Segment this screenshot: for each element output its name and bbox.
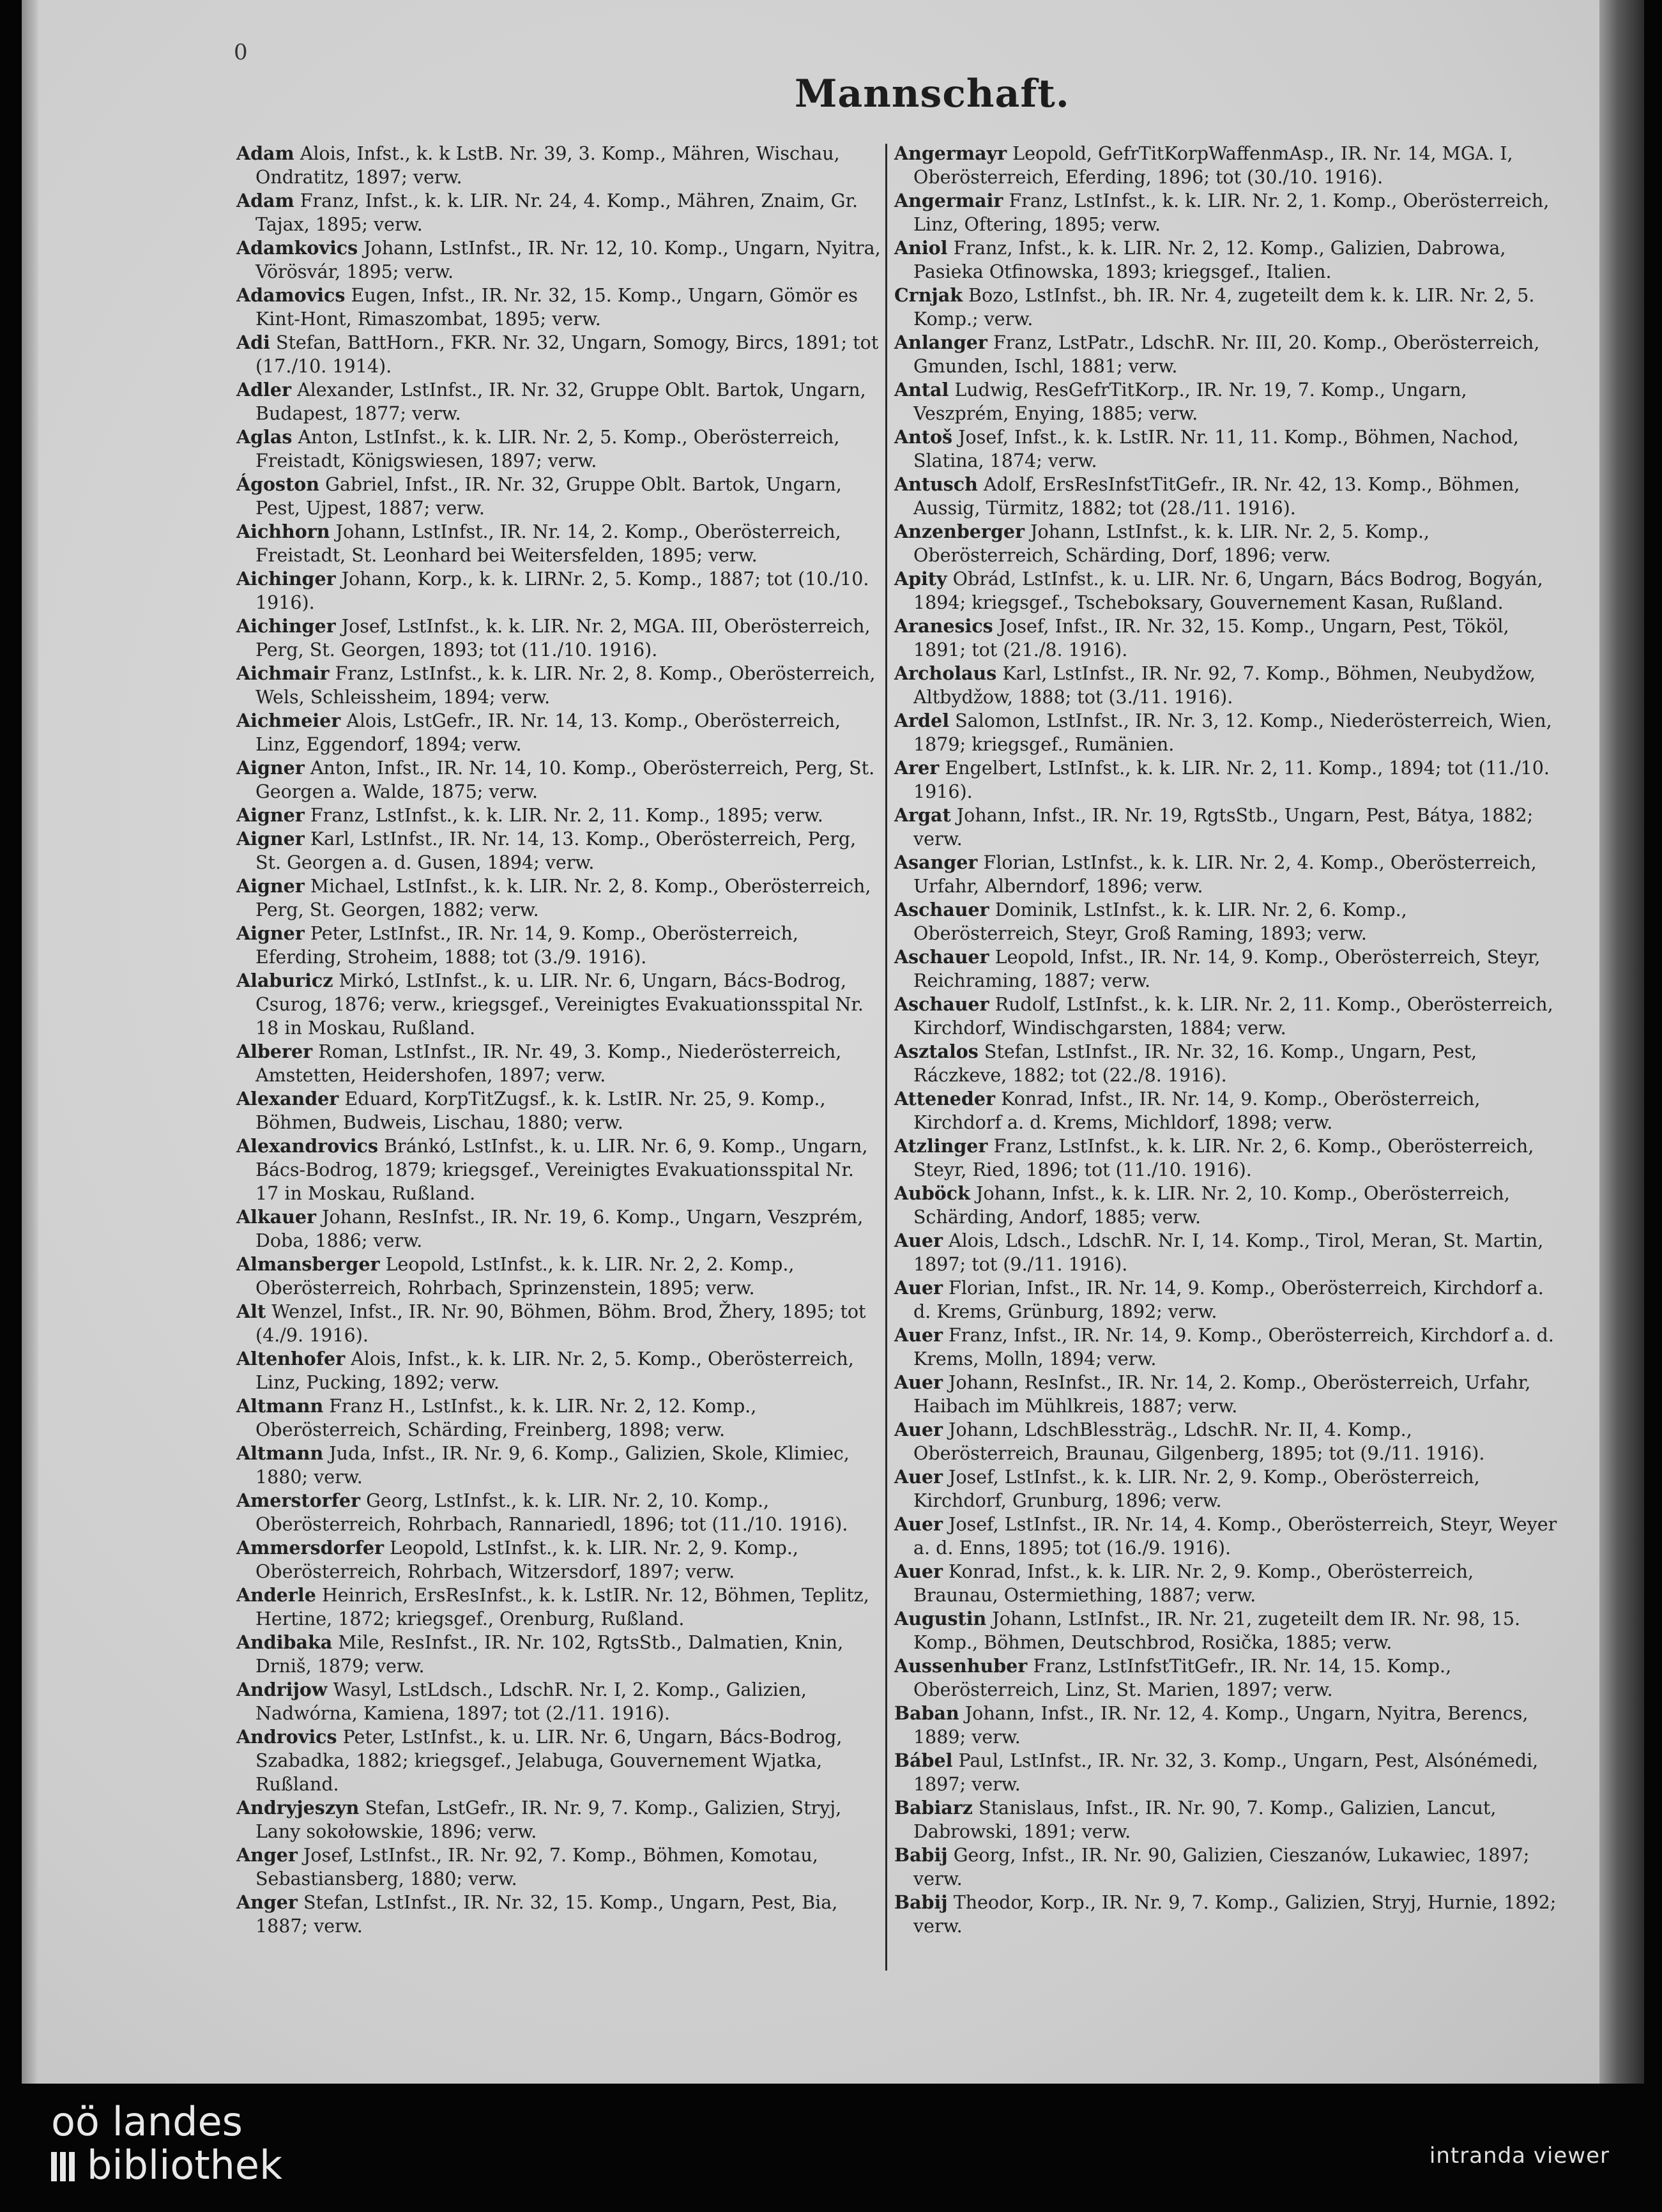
entry-surname: Anlanger [894,332,987,353]
register-entry [894,898,1559,945]
entry-details: Konrad, Infst., k. k. LIR. Nr. 2, 9. Komp., Oberösterreich, Braunau, Ostermiething, 1887; verw. [913,1561,1474,1606]
entry-details: Karl, LstInfst., IR. Nr. 92, 7. Komp., Böhmen, Neubydžow, Altbydžow, 1888; tot (3./11. 1916). [913,663,1536,708]
entry-details: Bránkó, LstInfst., k. u. LIR. Nr. 6, 9. Komp., Ungarn, Bács-Bodrog, 1879; kriegsgef., Vereinigtes Evakuationsspital Nr. 17 in Moskau, Rußland. [255,1136,868,1204]
register-entry [894,993,1559,1040]
entry-details: Paul, LstInfst., IR. Nr. 32, 3. Komp., Ungarn, Pest, Alsónémedi, 1897; verw. [913,1750,1539,1795]
logo-line-1: oö landes [51,2098,243,2145]
register-entry [894,1796,1559,1843]
entry-details: Anton, Infst., IR. Nr. 14, 10. Komp., Oberösterreich, Perg, St. Georgen a. Walde, 1875; verw. [255,758,875,802]
entry-details: Rudolf, LstInfst., k. k. LIR. Nr. 2, 11. Komp., Oberösterreich, Kirchdorf, Windischgarsten, 1884; verw. [913,994,1553,1039]
entry-surname: Aichmeier [236,710,341,731]
register-entry [894,709,1559,756]
entry-details: Theodor, Korp., IR. Nr. 9, 7. Komp., Galizien, Stryj, Hurnie, 1892; verw. [913,1892,1557,1937]
register-entry [894,1607,1559,1654]
register-entry [236,520,881,567]
entry-surname: Altmann [236,1442,324,1464]
entry-surname: Auer [894,1324,943,1346]
viewer-label: intranda viewer [1429,2143,1610,2169]
entry-surname: Aigner [236,922,305,944]
entry-details: Adolf, ErsResInfstTitGefr., IR. Nr. 42, 13. Komp., Böhmen, Aussig, Türmitz, 1882; tot (28./11. 1916). [913,474,1520,519]
entry-details: Florian, Infst., IR. Nr. 14, 9. Komp., Oberösterreich, Kirchdorf a. d. Krems, Grünburg, 1892; verw. [913,1278,1544,1322]
register-entry [894,1418,1559,1465]
register-entry [236,473,881,520]
library-logo[interactable] [51,2100,282,2187]
entry-details: Engelbert, LstInfst., k. k. LIR. Nr. 2, 11. Komp., 1894; tot (11./10. 1916). [913,758,1550,802]
register-entry [894,189,1559,236]
entry-details: Florian, LstInfst., k. k. LIR. Nr. 2, 4. Komp., Oberösterreich, Urfahr, Alberndorf, 1896; verw. [913,852,1537,897]
register-entry [236,331,881,378]
register-entry [236,1843,881,1891]
column-divider [885,144,887,1971]
entry-details: Franz, LstInfst., k. k. LIR. Nr. 2, 8. Komp., Oberösterreich, Wels, Schleissheim, 1894; verw. [255,663,876,708]
entry-details: Johann, Korp., k. k. LIRNr. 2, 5. Komp., 1887; tot (10./10. 1916). [255,568,869,613]
entry-surname: Asztalos [894,1041,979,1062]
register-entry [894,1182,1559,1229]
entry-details: Obrád, LstInfst., k. u. LIR. Nr. 6, Ungarn, Bács Bodrog, Bogyán, 1894; kriegsgef., Tscheboksary, Gouvernement Kasan, Rußland. [913,568,1543,613]
entry-details: Stefan, LstInfst., IR. Nr. 32, 15. Komp., Ungarn, Pest, Bia, 1887; verw. [255,1892,838,1937]
entry-details: Konrad, Infst., IR. Nr. 14, 9. Komp., Oberösterreich, Kirchdorf a. d. Krems, Michldorf, 1898; verw. [913,1088,1481,1133]
page-number: 0 [234,40,248,65]
entry-surname: Argat [894,804,951,826]
entry-details: Wasyl, LstLdsch., LdschR. Nr. I, 2. Komp., Galizien, Nadwórna, Kamiena, 1897; tot (2./11. 1916). [255,1679,807,1724]
entry-surname: Aigner [236,804,305,826]
entry-details: Johann, ResInfst., IR. Nr. 14, 2. Komp., Oberösterreich, Urfahr, Haibach im Mühlkreis, 1887; verw. [913,1372,1531,1417]
entry-details: Eduard, KorpTitZugsf., k. k. LstIR. Nr. 25, 9. Komp., Böhmen, Budweis, Lischau, 1880; verw. [255,1088,826,1133]
entry-surname: Angermair [894,190,1003,211]
logo-line-2-text: bibliothek [87,2142,282,2188]
entry-details: Karl, LstInfst., IR. Nr. 14, 13. Komp., Oberösterreich, Perg, St. Georgen a. d. Gusen, 1894; verw. [255,828,857,873]
entry-surname: Adi [236,332,270,353]
register-entry [236,1347,881,1394]
register-entry [236,1087,881,1134]
entry-details: Johann, LstInfst., IR. Nr. 12, 10. Komp., Ungarn, Nyitra, Vörösvár, 1895; verw. [255,238,881,282]
register-entry [236,378,881,425]
entry-details: Peter, LstInfst., k. u. LIR. Nr. 6, Ungarn, Bács-Bodrog, Szabadka, 1882; kriegsgef., Jelabuga, Gouvernement Wjatka, Rußland. [255,1727,842,1795]
entry-details: Stefan, LstInfst., IR. Nr. 32, 16. Komp., Ungarn, Pest, Ráczkeve, 1882; tot (22./8. 1916). [913,1041,1477,1086]
entry-surname: Antusch [894,473,978,495]
entry-details: Alois, LstGefr., IR. Nr. 14, 13. Komp., Oberösterreich, Linz, Eggendorf, 1894; verw. [255,710,841,755]
entry-surname: Aranesics [894,615,993,637]
register-entry [236,874,881,922]
entry-surname: Arer [894,757,940,779]
register-entry [236,1394,881,1442]
entry-surname: Adam [236,190,294,211]
entry-details: Salomon, LstInfst., IR. Nr. 3, 12. Komp., Niederösterreich, Wien, 1879; kriegsgef., Rumänien. [913,710,1552,755]
entry-surname: Ardel [894,710,950,731]
entry-details: Josef, LstInfst., IR. Nr. 92, 7. Komp., Böhmen, Komotau, Sebastiansberg, 1880; verw. [255,1845,818,1889]
entry-details: Alexander, LstInfst., IR. Nr. 32, Gruppe Oblt. Bartok, Ungarn, Budapest, 1877; verw. [255,379,866,424]
entry-details: Michael, LstInfst., k. k. LIR. Nr. 2, 8. Komp., Oberösterreich, Perg, St. Georgen, 1882; verw. [255,876,871,920]
entry-details: Heinrich, ErsResInfst., k. k. LstIR. Nr. 12, Böhmen, Teplitz, Hertine, 1872; kriegsgef., Orenburg, Rußland. [255,1585,869,1629]
register-entry [236,1891,881,1938]
entry-surname: Babij [894,1844,948,1866]
entry-details: Franz, LstInfst., k. k. LIR. Nr. 2, 1. Komp., Oberösterreich, Linz, Oftering, 1895; verw. [913,190,1550,235]
register-entry [236,1040,881,1087]
entry-surname: Adamovics [236,284,346,306]
entry-details: Johann, LstInfst., k. k. LIR. Nr. 2, 5. Komp., Oberösterreich, Schärding, Dorf, 1896; verw. [913,521,1429,566]
entry-details: Wenzel, Infst., IR. Nr. 90, Böhmen, Böhm. Brod, Žhery, 1895; tot (4./9. 1916). [255,1301,866,1346]
register-entry [894,1087,1559,1134]
register-entry [236,1678,881,1725]
entry-details: Franz, LstInfstTitGefr., IR. Nr. 14, 15. Komp., Oberösterreich, Linz, St. Marien, 1897; verw. [913,1656,1452,1700]
register-entry [236,969,881,1040]
entry-details: Juda, Infst., IR. Nr. 9, 6. Komp., Galizien, Skole, Klimiec, 1880; verw. [255,1443,850,1488]
entry-details: Ludwig, ResGefrTitKorp., IR. Nr. 19, 7. Komp., Ungarn, Veszprém, Enying, 1885; verw. [913,379,1467,424]
entry-details: Roman, LstInfst., IR. Nr. 49, 3. Komp., Niederösterreich, Amstetten, Heidershofen, 1897; verw. [255,1041,842,1086]
register-entry [894,1229,1559,1276]
register-entry [236,1796,881,1843]
entry-surname: Adamkovics [236,237,358,259]
register-entry [236,662,881,709]
entry-surname: Amerstorfer [236,1490,361,1511]
register-entry [894,851,1559,898]
register-entry [894,378,1559,425]
register-entry [236,614,881,662]
entry-details: Johann, LstInfst., IR. Nr. 21, zugeteilt dem IR. Nr. 98, 15. Komp., Böhmen, Deutschbrod, Rosička, 1885; verw. [913,1608,1521,1653]
entry-details: Josef, LstInfst., k. k. LIR. Nr. 2, MGA. III, Oberösterreich, Perg, St. Georgen, 1893; tot (11./10. 1916). [255,616,871,660]
entry-surname: Aschauer [894,946,989,968]
register-entry [894,520,1559,567]
register-entry [894,1513,1559,1560]
entry-details: Mile, ResInfst., IR. Nr. 102, RgtsStb., Dalmatien, Knin, Drniš, 1879; verw. [255,1632,844,1677]
entry-surname: Aichmair [236,662,330,684]
register-entry [236,1631,881,1678]
entry-surname: Aussenhuber [894,1655,1028,1677]
entry-details: Franz, Infst., k. k. LIR. Nr. 2, 12. Komp., Galizien, Dabrowa, Pasieka Otfinowska, 1893; kriegsgef., Italien. [913,238,1506,282]
entry-surname: Aigner [236,757,305,779]
section-title: Mannschaft. [795,72,1070,116]
register-entry [894,1654,1559,1702]
register-entry [894,425,1559,473]
entry-details: Georg, Infst., IR. Nr. 90, Galizien, Cieszanów, Lukawiec, 1897; verw. [913,1845,1530,1889]
entry-surname: Anzenberger [894,521,1025,542]
register-entry [894,1323,1559,1371]
register-entry [236,1300,881,1347]
entry-surname: Aichinger [236,568,336,590]
entry-details: Dominik, LstInfst., k. k. LIR. Nr. 2, 6. Komp., Oberösterreich, Steyr, Groß Raming, 1893; verw. [913,899,1407,944]
register-entry [236,1489,881,1536]
register-entry [894,236,1559,284]
entry-details: Stefan, LstGefr., IR. Nr. 9, 7. Komp., Galizien, Stryj, Lany sokołowskie, 1896; verw. [255,1797,842,1842]
entry-details: Franz H., LstInfst., k. k. LIR. Nr. 2, 12. Komp., Oberösterreich, Schärding, Freinberg, 1898; verw. [255,1396,757,1440]
entry-details: Franz, Infst., IR. Nr. 14, 9. Komp., Oberösterreich, Kirchdorf a. d. Krems, Molln, 1894; verw. [913,1325,1554,1369]
logo-line-2 [51,2144,282,2187]
entry-surname: Auer [894,1230,943,1251]
entry-surname: Atzlinger [894,1135,988,1157]
entry-details: Alois, Ldsch., LdschR. Nr. I, 14. Komp., Tirol, Meran, St. Martin, 1897; tot (9./11. 1916). [913,1230,1544,1275]
register-entry [894,804,1559,851]
entry-surname: Aichhorn [236,521,330,542]
register-entry [236,1536,881,1583]
entry-details: Alois, Infst., k. k LstB. Nr. 39, 3. Komp., Mähren, Wischau, Ondratitz, 1897; verw. [255,143,840,188]
scanned-page [22,0,1644,2084]
entry-surname: Bábel [894,1750,953,1771]
entry-surname: Ágoston [236,473,319,495]
register-entry [236,284,881,331]
entry-surname: Alt [236,1301,266,1322]
register-entry [894,756,1559,804]
entry-surname: Anger [236,1844,298,1866]
entry-details: Leopold, LstInfst., k. k. LIR. Nr. 2, 2. Komp., Oberösterreich, Rohrbach, Sprinzenstein, 1895; verw. [255,1254,795,1299]
entry-surname: Andryjeszyn [236,1797,360,1819]
entry-details: Franz, LstInfst., k. k. LIR. Nr. 2, 11. Komp., 1895; verw. [310,805,823,826]
entry-details: Alois, Infst., k. k. LIR. Nr. 2, 5. Komp., Oberösterreich, Linz, Pucking, 1892; verw. [255,1348,854,1393]
entry-surname: Aichinger [236,615,336,637]
entry-details: Johann, Infst., k. k. LIR. Nr. 2, 10. Komp., Oberösterreich, Schärding, Andorf, 1885; verw. [913,1183,1510,1228]
entry-details: Franz, Infst., k. k. LIR. Nr. 24, 4. Komp., Mähren, Znaim, Gr. Tajax, 1895; verw. [255,190,858,235]
register-entry [894,1040,1559,1087]
entry-surname: Babiarz [894,1797,973,1819]
entry-details: Johann, LdschBlessträg., LdschR. Nr. II, 4. Komp., Oberösterreich, Braunau, Gilgenberg, 1895; tot (9./11. 1916). [913,1419,1485,1464]
entry-details: Johann, ResInfst., IR. Nr. 19, 6. Komp., Ungarn, Veszprém, Doba, 1886; verw. [255,1207,864,1251]
entry-details: Leopold, GefrTitKorpWaffenmAsp., IR. Nr. 14, MGA. I, Oberösterreich, Eferding, 1896; tot (30./10. 1916). [913,143,1513,188]
entry-details: Georg, LstInfst., k. k. LIR. Nr. 2, 10. Komp., Oberösterreich, Rohrbach, Rannariedl, 1896; tot (11./10. 1916). [255,1490,848,1535]
register-entry [894,945,1559,993]
register-entry [236,1134,881,1205]
register-entry [894,1465,1559,1513]
entry-surname: Alaburicz [236,970,333,991]
entry-surname: Antoš [894,426,953,448]
register-entry [236,142,881,189]
logo-bars-icon [51,2144,78,2187]
entry-details: Leopold, Infst., IR. Nr. 14, 9. Komp., Oberösterreich, Steyr, Reichraming, 1887; verw. [913,947,1541,991]
entry-surname: Aigner [236,875,305,897]
register-entry [894,614,1559,662]
entry-surname: Anger [236,1891,298,1913]
entry-surname: Alberer [236,1041,313,1062]
entry-surname: Angermayr [894,142,1007,164]
entry-surname: Aniol [894,237,948,259]
register-entry [894,1891,1559,1938]
entry-details: Peter, LstInfst., IR. Nr. 14, 9. Komp., Oberösterreich, Eferding, Stroheim, 1888; tot (3./9. 1916). [255,923,798,968]
register-entry [236,1583,881,1631]
register-entry [236,425,881,473]
entry-surname: Alkauer [236,1206,317,1228]
register-entry [236,709,881,756]
entry-surname: Aigner [236,828,305,850]
register-entry [236,1725,881,1796]
register-entry [236,567,881,614]
register-entry [894,331,1559,378]
register-entry [236,922,881,969]
entry-surname: Alexander [236,1088,339,1110]
register-entry [894,662,1559,709]
entry-surname: Ammersdorfer [236,1537,384,1559]
entry-details: Franz, LstInfst., k. k. LIR. Nr. 2, 6. Komp., Oberösterreich, Steyr, Ried, 1896; tot (11./10. 1916). [913,1136,1534,1180]
entry-surname: Auer [894,1419,943,1440]
entry-surname: Adam [236,142,294,164]
entry-details: Eugen, Infst., IR. Nr. 32, 15. Komp., Ungarn, Gömör es Kint-Hont, Rimaszombat, 1895; verw. [255,285,858,330]
register-entry [236,804,881,827]
register-entry [236,1253,881,1300]
register-entry [236,189,881,236]
entry-details: Johann, LstInfst., IR. Nr. 14, 2. Komp., Oberösterreich, Freistadt, St. Leonhard bei Weitersfelden, 1895; verw. [255,521,841,566]
register-entry [894,284,1559,331]
entry-surname: Atteneder [894,1088,996,1110]
register-entry [894,567,1559,614]
entry-surname: Auer [894,1277,943,1299]
entry-surname: Crnjak [894,284,963,306]
register-entry [894,1560,1559,1607]
entry-surname: Andibaka [236,1631,333,1653]
entry-surname: Aglas [236,426,293,448]
register-entry [236,827,881,874]
entry-surname: Adler [236,379,292,400]
entry-surname: Altmann [236,1395,324,1417]
entry-details: Franz, LstPatr., LdschR. Nr. III, 20. Komp., Oberösterreich, Gmunden, Ischl, 1881; verw. [913,332,1540,377]
entry-surname: Auer [894,1466,943,1488]
entry-surname: Babij [894,1891,948,1913]
entry-details: Mirkó, LstInfst., k. u. LIR. Nr. 6, Ungarn, Bács-Bodrog, Csurog, 1876; verw., kriegsgef., Vereinigtes Evakuationsspital Nr. 18 in Moskau, Rußland. [255,970,864,1039]
register-entry [894,473,1559,520]
entry-surname: Altenhofer [236,1348,346,1369]
entry-surname: Aschauer [894,993,989,1015]
entry-surname: Apity [894,568,947,590]
entry-details: Johann, Infst., IR. Nr. 19, RgtsStb., Ungarn, Pest, Bátya, 1882; verw. [913,805,1534,850]
register-entry [236,236,881,284]
entry-surname: Auer [894,1560,943,1582]
entry-surname: Asanger [894,851,978,873]
register-entry [894,1702,1559,1749]
register-entry [236,1442,881,1489]
entry-details: Johann, Infst., IR. Nr. 12, 4. Komp., Ungarn, Nyitra, Berencs, 1889; verw. [913,1703,1529,1748]
entry-details: Stefan, BattHorn., FKR. Nr. 32, Ungarn, Somogy, Bircs, 1891; tot (17./10. 1914). [255,332,879,377]
entry-surname: Auer [894,1371,943,1393]
entry-details: Anton, LstInfst., k. k. LIR. Nr. 2, 5. Komp., Oberösterreich, Freistadt, Königswiesen, 1897; verw. [255,427,840,471]
register-entry [894,1843,1559,1891]
entry-surname: Almansberger [236,1253,380,1275]
register-entry [236,1205,881,1253]
entry-details: Bozo, LstInfst., bh. IR. Nr. 4, zugeteilt dem k. k. LIR. Nr. 2, 5. Komp.; verw. [913,285,1535,330]
page-edge-right [1599,0,1644,2084]
entry-surname: Baban [894,1702,959,1724]
entry-details: Stanislaus, Infst., IR. Nr. 90, 7. Komp., Galizien, Lancut, Dabrowski, 1891; verw. [913,1797,1497,1842]
register-entry [894,1371,1559,1418]
left-column [236,142,881,1938]
entry-details: Josef, LstInfst., IR. Nr. 14, 4. Komp., Oberösterreich, Steyr, Weyer a. d. Enns, 1895; tot (16./9. 1916). [913,1514,1557,1559]
entry-details: Leopold, LstInfst., k. k. LIR. Nr. 2, 9. Komp., Oberösterreich, Rohrbach, Witzersdorf, 1897; verw. [255,1537,798,1582]
page-edge-left [22,0,38,2084]
entry-details: Josef, Infst., k. k. LstIR. Nr. 11, 11. Komp., Böhmen, Nachod, Slatina, 1874; verw. [913,427,1519,471]
entry-details: Gabriel, Infst., IR. Nr. 32, Gruppe Oblt. Bartok, Ungarn, Pest, Ujpest, 1887; verw. [255,474,842,519]
entry-surname: Androvics [236,1726,337,1748]
entry-surname: Aschauer [894,899,989,920]
register-entry [236,756,881,804]
register-entry [894,142,1559,189]
entry-surname: Auböck [894,1182,970,1204]
entry-details: Josef, Infst., IR. Nr. 32, 15. Komp., Ungarn, Pest, Tököl, 1891; tot (21./8. 1916). [913,616,1509,660]
entry-details: Josef, LstInfst., k. k. LIR. Nr. 2, 9. Komp., Oberösterreich, Kirchdorf, Grunburg, 1896; verw. [913,1467,1480,1511]
entry-surname: Antal [894,379,949,400]
register-entry [894,1134,1559,1182]
entry-surname: Archolaus [894,662,997,684]
entry-surname: Augustin [894,1608,987,1629]
entry-surname: Anderle [236,1584,316,1606]
right-column [894,142,1559,1938]
entry-surname: Andrijow [236,1679,328,1700]
register-entry [894,1749,1559,1796]
entry-surname: Auer [894,1513,943,1535]
register-entry [894,1276,1559,1323]
entry-surname: Alexandrovics [236,1135,378,1157]
